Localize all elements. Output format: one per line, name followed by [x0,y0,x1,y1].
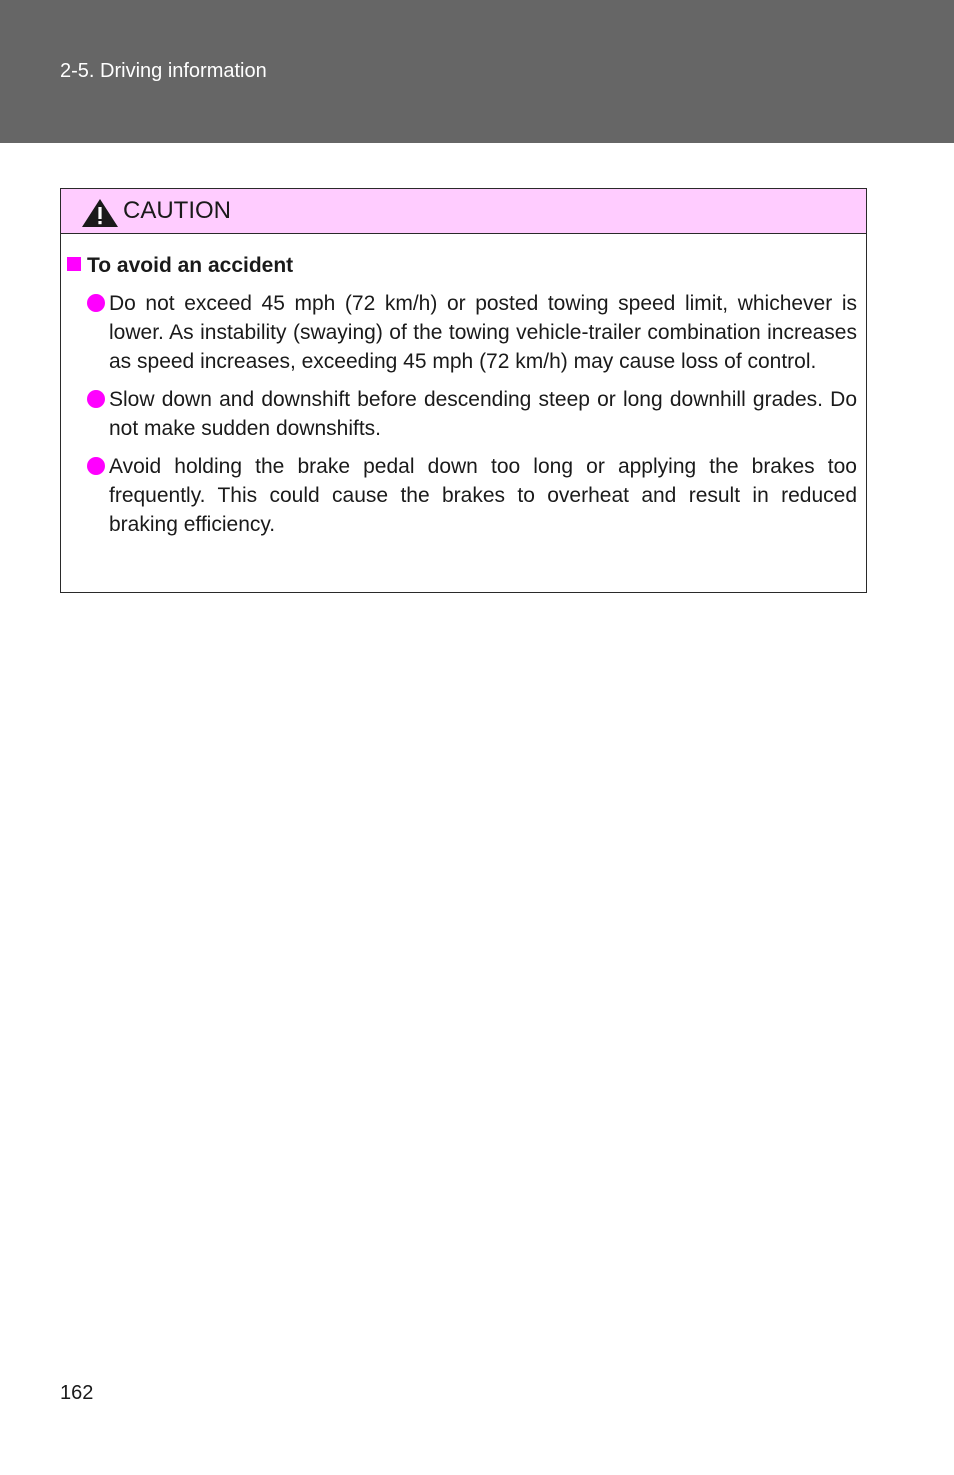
list-item [87,452,857,539]
page-number: 162 [60,1382,94,1404]
caution-subheading [67,253,293,279]
section-title: 2-5. Driving information [60,60,267,82]
caution-list [87,289,857,548]
square-bullet-icon [67,257,81,271]
list-item-text: Avoid holding the brake pedal down too long or applying the brakes too frequently. This could cause the brakes to overheat and result in reduced braking efficiency. [109,455,857,536]
caution-box [60,188,867,593]
list-item [87,289,857,376]
list-item-text: Do not exceed 45 mph (72 km/h) or posted towing speed limit, whichever is lower. As instability (swaying) of the towing vehicle-trailer combination increases as speed increases, exceeding 45 mph (72 km/h) may cause loss of control. [109,292,857,373]
header-band [0,0,954,143]
list-item-text: Slow down and downshift before descending steep or long downhill grades. Do not make sudden downshifts. [109,388,857,440]
circle-bullet-icon [87,294,105,312]
circle-bullet-icon [87,390,105,408]
caution-header [61,189,866,234]
warning-triangle-icon [81,198,119,228]
caution-subheading-text: To avoid an accident [87,254,294,277]
caution-label: CAUTION [123,197,231,224]
list-item [87,385,857,443]
circle-bullet-icon [87,457,105,475]
